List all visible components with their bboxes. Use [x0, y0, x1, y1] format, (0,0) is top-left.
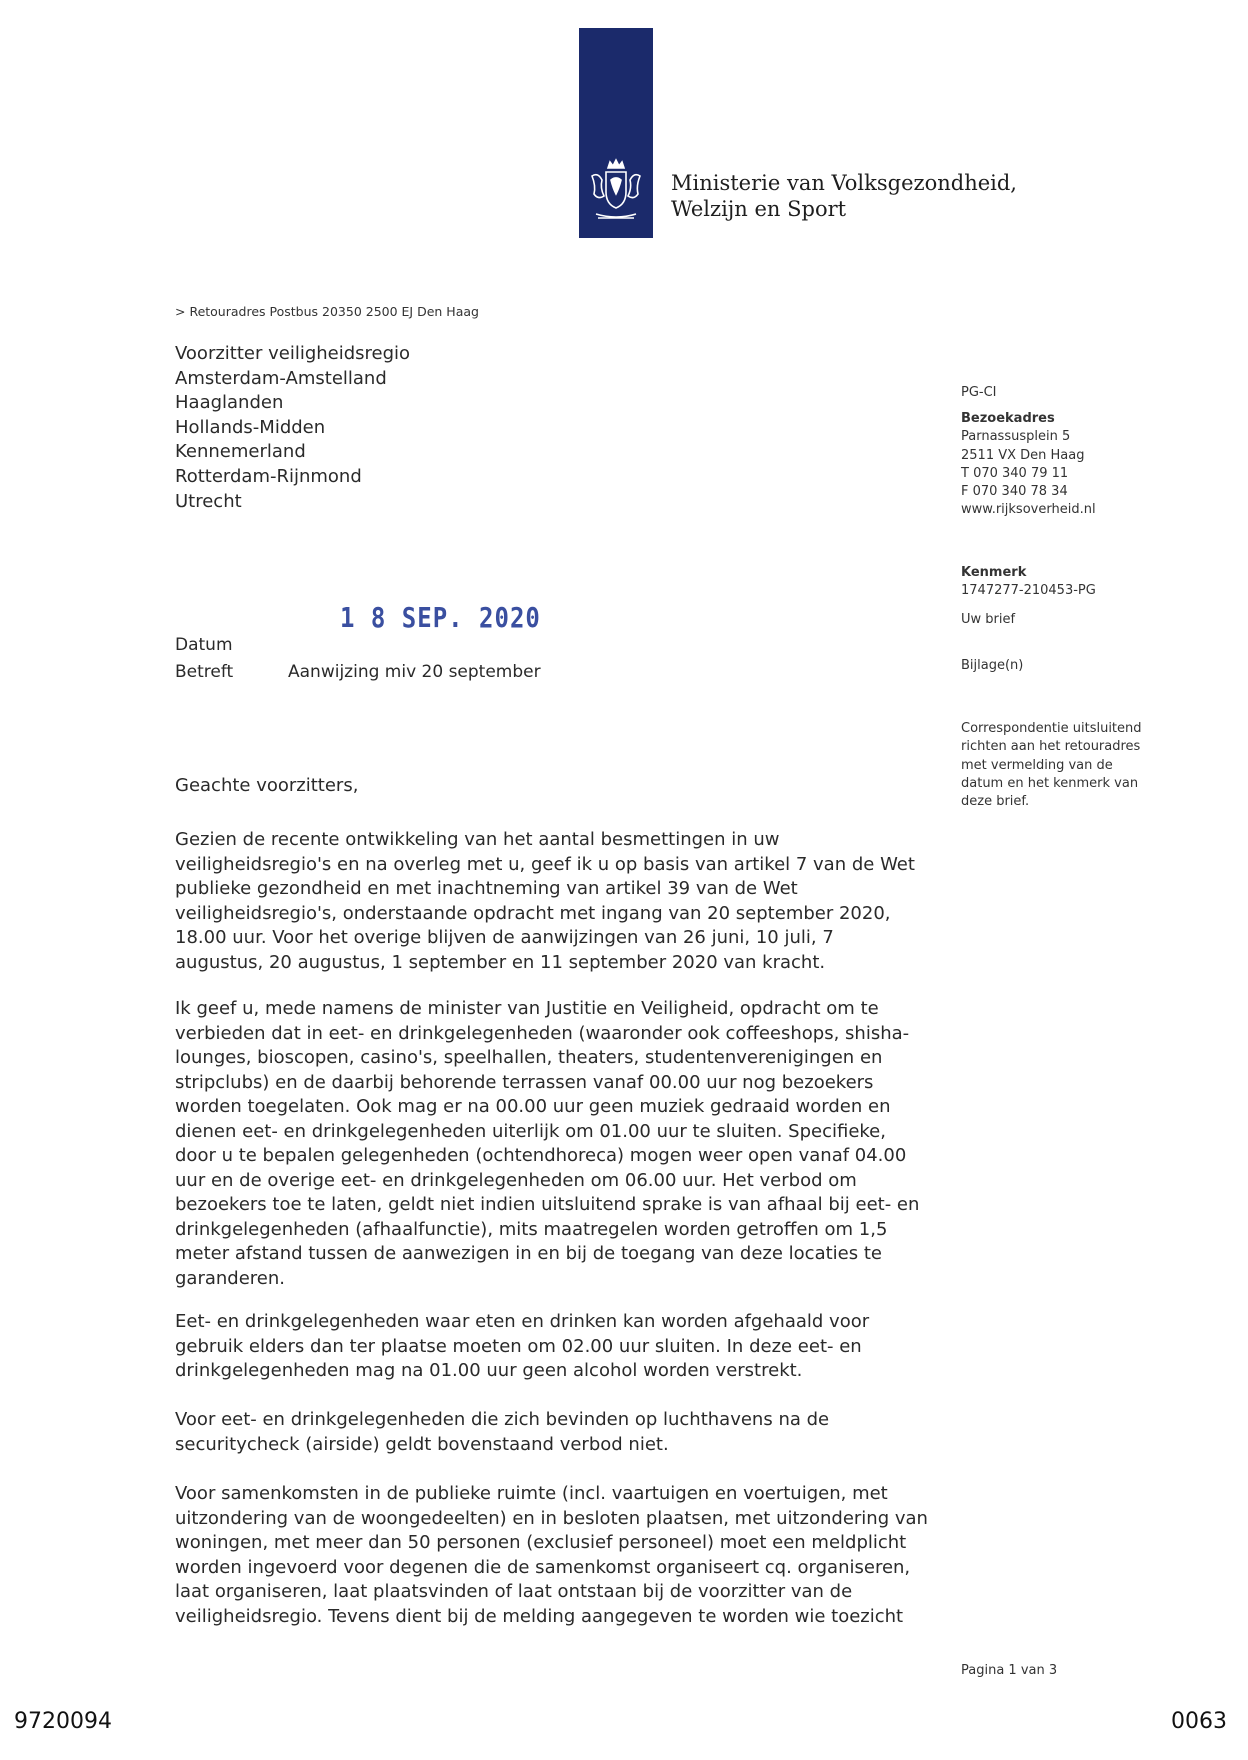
body-paragraph	[175, 1482, 955, 1629]
salutation: Geachte voorzitters,	[175, 775, 359, 796]
recipient-line: Rotterdam-Rijnmond	[175, 465, 362, 487]
ministry-name	[671, 170, 1017, 222]
correspondence-line: richten aan het retouradres	[961, 739, 1141, 755]
paragraph-line: drinkgelegenheden mag na 01.00 uur geen alcohol worden verstrekt.	[175, 1360, 803, 1381]
paragraph-line: lounges, bioscopen, casino's, speelhallen, theaters, studentenverenigingen en	[175, 1047, 883, 1068]
visit-phone: T 070 340 79 11	[961, 465, 1069, 481]
date-label: Datum	[175, 635, 233, 655]
body-paragraph	[175, 1408, 955, 1457]
body-paragraph	[175, 997, 955, 1291]
paragraph-line: uur en de overige eet- en drinkgelegenheden om 06.00 uur. Het verbod om	[175, 1169, 857, 1191]
visit-website: www.rijksoverheid.nl	[961, 502, 1096, 518]
paragraph-line: worden ingevoerd voor degenen die de samenkomst organiseert cq. organiseren,	[175, 1556, 911, 1578]
paragraph-line: Voor samenkomsten in de publieke ruimte (incl. vaartuigen en voertuigen, met	[175, 1483, 888, 1504]
body-paragraph	[175, 1310, 955, 1384]
date-stamp: 1 8 SEP. 2020	[340, 601, 541, 635]
correspondence-line: deze brief.	[961, 794, 1030, 810]
paragraph-line: Voor eet- en drinkgelegenheden die zich bevinden op luchthavens na de	[175, 1409, 830, 1430]
recipient-line: Haaglanden	[175, 392, 284, 414]
document-id-left: 9720094	[14, 1709, 112, 1734]
document-id-right: 0063	[1171, 1709, 1227, 1734]
sidebar-visit-address	[961, 410, 1131, 520]
your-letter-label: Uw brief	[961, 612, 1016, 627]
visit-address-line: Parnassusplein 5	[961, 429, 1071, 445]
paragraph-line: publieke gezondheid en met inachtneming van artikel 39 van de Wet	[175, 878, 798, 899]
paragraph-line: woningen, met meer dan 50 personen (exclusief personeel) moet een meldplicht	[175, 1532, 907, 1553]
paragraph-line: veiligheidsregio's, onderstaande opdracht met ingang van 20 september 2020,	[175, 902, 891, 924]
paragraph-line: meter afstand tussen de aanwezigen in en bij de toegang van deze locaties te	[175, 1243, 882, 1264]
paragraph-line: garanderen.	[175, 1267, 286, 1289]
paragraph-line: verbieden dat in eet- en drinkgelegenheden (waaronder ook coffeeshops, shisha-	[175, 1022, 910, 1044]
paragraph-line: bezoekers toe te laten, geldt niet indien uitsluitend sprake is van afhaal bij eet- en	[175, 1194, 920, 1215]
visit-address-line: 2511 VX Den Haag	[961, 447, 1085, 463]
paragraph-line: dienen eet- en drinkgelegenheden uiterlijk om 01.00 uur te sluiten. Specifieke,	[175, 1120, 886, 1142]
sidebar-reference	[961, 564, 1131, 601]
recipient-line: Hollands-Midden	[175, 416, 326, 438]
paragraph-line: veiligheidsregio. Tevens dient bij de melding aangegeven te worden wie toezicht	[175, 1605, 904, 1627]
annex-label: Bijlage(n)	[961, 658, 1024, 673]
paragraph-line: laat organiseren, laat plaatsvinden of laat ontstaan bij de voorzitter van de	[175, 1581, 853, 1602]
paragraph-line: uitzondering van de woongedeelten) en in besloten plaatsen, met uitzondering van	[175, 1507, 928, 1529]
recipient-line: Voorzitter veiligheidsregio	[175, 343, 411, 364]
paragraph-line: augustus, 20 augustus, 1 september en 11 september 2020 van kracht.	[175, 951, 826, 973]
coat-of-arms-icon	[584, 154, 648, 234]
paragraph-line: Gezien de recente ontwikkeling van het aantal besmettingen in uw	[175, 829, 780, 850]
visit-address-label: Bezoekadres	[961, 411, 1055, 426]
recipient-line: Amsterdam-Amstelland	[175, 367, 387, 389]
visit-fax: F 070 340 78 34	[961, 484, 1068, 500]
paragraph-line: securitycheck (airside) geldt bovenstaand verbod niet.	[175, 1433, 669, 1455]
paragraph-line: Eet- en drinkgelegenheden waar eten en drinken kan worden afgehaald voor	[175, 1311, 870, 1332]
correspondence-line: Correspondentie uitsluitend	[961, 721, 1142, 736]
correspondence-note	[961, 720, 1161, 811]
correspondence-line: met vermelding van de	[961, 757, 1113, 773]
paragraph-line: gebruik elders dan ter plaatse moeten om 02.00 uur sluiten. In deze eet- en	[175, 1335, 862, 1357]
recipient-line: Kennemerland	[175, 441, 306, 463]
return-address: > Retouradres Postbus 20350 2500 EJ Den Haag	[175, 304, 479, 319]
paragraph-line: Ik geef u, mede namens de minister van Justitie en Veiligheid, opdracht om te	[175, 998, 879, 1019]
body-paragraph	[175, 828, 955, 975]
correspondence-line: datum en het kenmerk van	[961, 775, 1139, 791]
ministry-name-line1: Ministerie van Volksgezondheid,	[671, 171, 1017, 195]
paragraph-line: drinkgelegenheden (afhaalfunctie), mits maatregelen worden getroffen om 1,5	[175, 1218, 888, 1240]
paragraph-line: stripclubs) en de daarbij behorende terrassen vanaf 00.00 uur nog bezoekers	[175, 1071, 874, 1093]
meta-date	[175, 634, 288, 656]
subject-value: Aanwijzing miv 20 september	[288, 662, 541, 682]
reference-value: 1747277-210453-PG	[961, 583, 1096, 599]
ministry-logo-bar	[579, 28, 653, 238]
paragraph-line: door u te bepalen gelegenheden (ochtendhoreca) mogen weer open vanaf 04.00	[175, 1145, 907, 1166]
sidebar-department: PG-CI	[961, 385, 997, 400]
subject-label: Betreft	[175, 662, 234, 682]
paragraph-line: worden toegelaten. Ook mag er na 00.00 uur geen muziek gedraaid worden en	[175, 1096, 891, 1117]
recipient-block	[175, 342, 410, 514]
recipient-line: Utrecht	[175, 490, 242, 512]
paragraph-line: 18.00 uur. Voor het overige blijven de aanwijzingen van 26 juni, 10 juli, 7	[175, 927, 834, 948]
reference-label: Kenmerk	[961, 565, 1027, 580]
paragraph-line: veiligheidsregio's en na overleg met u, geef ik u op basis van artikel 7 van de Wet	[175, 853, 915, 875]
page-number: Pagina 1 van 3	[961, 1663, 1058, 1678]
meta-subject	[175, 661, 541, 683]
ministry-name-line2: Welzijn en Sport	[671, 197, 847, 221]
